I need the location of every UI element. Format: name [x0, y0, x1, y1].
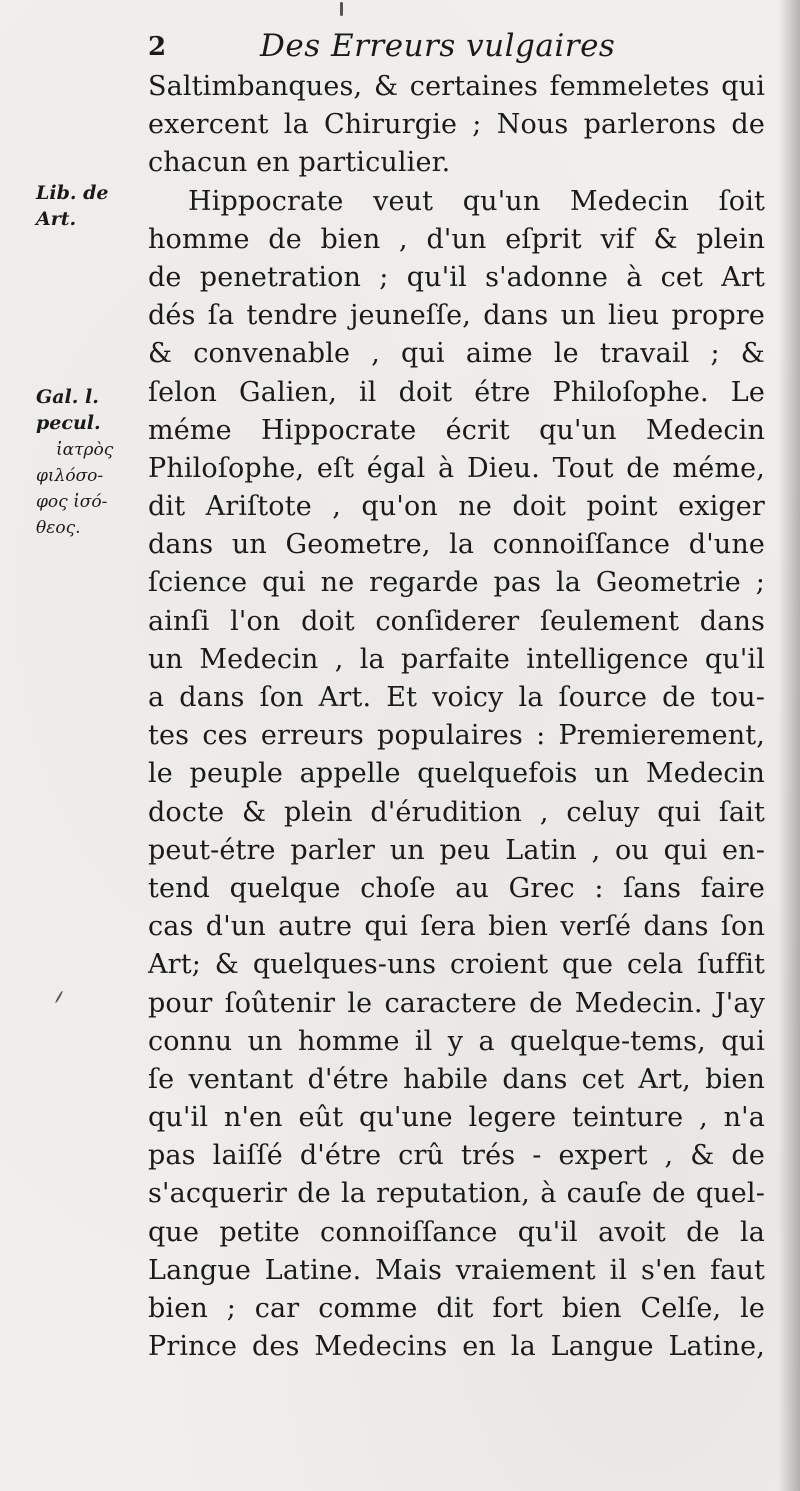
body-line: cas d'un autre qui ſera bien verſé dans ſon — [148, 911, 765, 943]
paper-speck — [340, 2, 343, 16]
body-line: docte & plein d'érudition , celuy qui ſait — [148, 796, 765, 828]
body-line: Langue Latine. Mais vraiement il s'en faut — [148, 1254, 765, 1286]
body-line: dans un Geometre, la connoiſſance d'une — [148, 529, 765, 561]
body-line: homme de bien , d'un eſprit vif & plein — [148, 223, 765, 255]
body-line: Prince des Medecins en la Langue Latine, — [148, 1331, 765, 1363]
body-line: le peuple appelle quelquefois un Medecin — [148, 758, 765, 790]
running-head: Des Erreurs vulgaires — [260, 28, 616, 64]
body-line: pour ſoûtenir le caractere de Medecin. J'ay — [148, 987, 765, 1019]
margin-note-lib-line2: Art. — [36, 208, 77, 230]
margin-note-lib-line1: Lib. de — [36, 182, 109, 204]
body-line: & convenable , qui aime le travail ; & — [148, 338, 765, 370]
body-line: pas laiſſé d'étre crû trés - expert , & de — [148, 1140, 765, 1172]
margin-note-gal-line1: Gal. l. — [36, 386, 99, 408]
body-line: tend quelque choſe au Grec : ſans faire — [148, 872, 765, 904]
body-line: ſe ventant d'étre habile dans cet Art, bien — [148, 1063, 765, 1095]
margin-greek-line2: φιλόσο- — [36, 466, 104, 486]
body-line: peut-étre parler un peu Latin , ou qui en- — [148, 834, 765, 866]
body-line: dit Ariſtote , qu'on ne doit point exiger — [148, 491, 765, 523]
body-line: a dans ſon Art. Et voicy la ſource de tou- — [148, 682, 765, 713]
body-line: connu un homme il y a quelque-tems, qui — [148, 1025, 765, 1057]
margin-greek-line1: ἰατρὸς — [56, 440, 114, 460]
body-line: ſcience qui ne regarde pas la Geometrie ; — [148, 567, 765, 599]
body-line: dés ſa tendre jeuneſſe, dans un lieu propre — [148, 300, 765, 332]
body-line: que petite connoiſſance qu'il avoit de la — [148, 1216, 765, 1248]
body-line: Saltimbanques, & certaines femmeletes qui — [148, 71, 765, 102]
body-line: Hippocrate veut qu'un Medecin ſoit — [188, 185, 765, 217]
page-gutter-shadow — [778, 0, 800, 1491]
page-number: 2 — [148, 32, 167, 62]
body-line: Art; & quelques-uns croient que cela ſuffit — [148, 949, 765, 981]
body-line: s'acquerir de la reputation, à cauſe de quel- — [148, 1178, 765, 1210]
margin-note-gal-line2: pecul. — [36, 412, 101, 434]
body-line: ſelon Galien, il doit étre Philoſophe. Le — [148, 376, 765, 408]
body-line: tes ces erreurs populaires : Premierement, — [148, 720, 765, 752]
body-line: chacun en particulier. — [148, 147, 451, 179]
margin-greek-line4: θεος. — [36, 518, 81, 538]
body-line: Philoſophe, eſt égal à Dieu. Tout de méme, — [148, 452, 765, 484]
body-line: de penetration ; qu'il s'adonne à cet Art — [148, 261, 765, 293]
body-line: bien ; car comme dit fort bien Celſe, le — [148, 1293, 765, 1324]
body-text — [148, 68, 765, 1366]
body-line: exercent la Chirurgie ; Nous parlerons de — [148, 109, 765, 141]
paper-speck — [55, 990, 64, 1003]
margin-greek-line3: φος ἰσό- — [36, 492, 108, 512]
body-line: qu'il n'en eût qu'une legere teinture , n'a — [148, 1102, 765, 1134]
page-header — [148, 24, 768, 72]
body-line: un Medecin , la parfaite intelligence qu'il — [148, 643, 765, 675]
body-line: ainſi l'on doit conſiderer ſeulement dans — [148, 605, 765, 637]
body-line: méme Hippocrate écrit qu'un Medecin — [148, 414, 765, 446]
